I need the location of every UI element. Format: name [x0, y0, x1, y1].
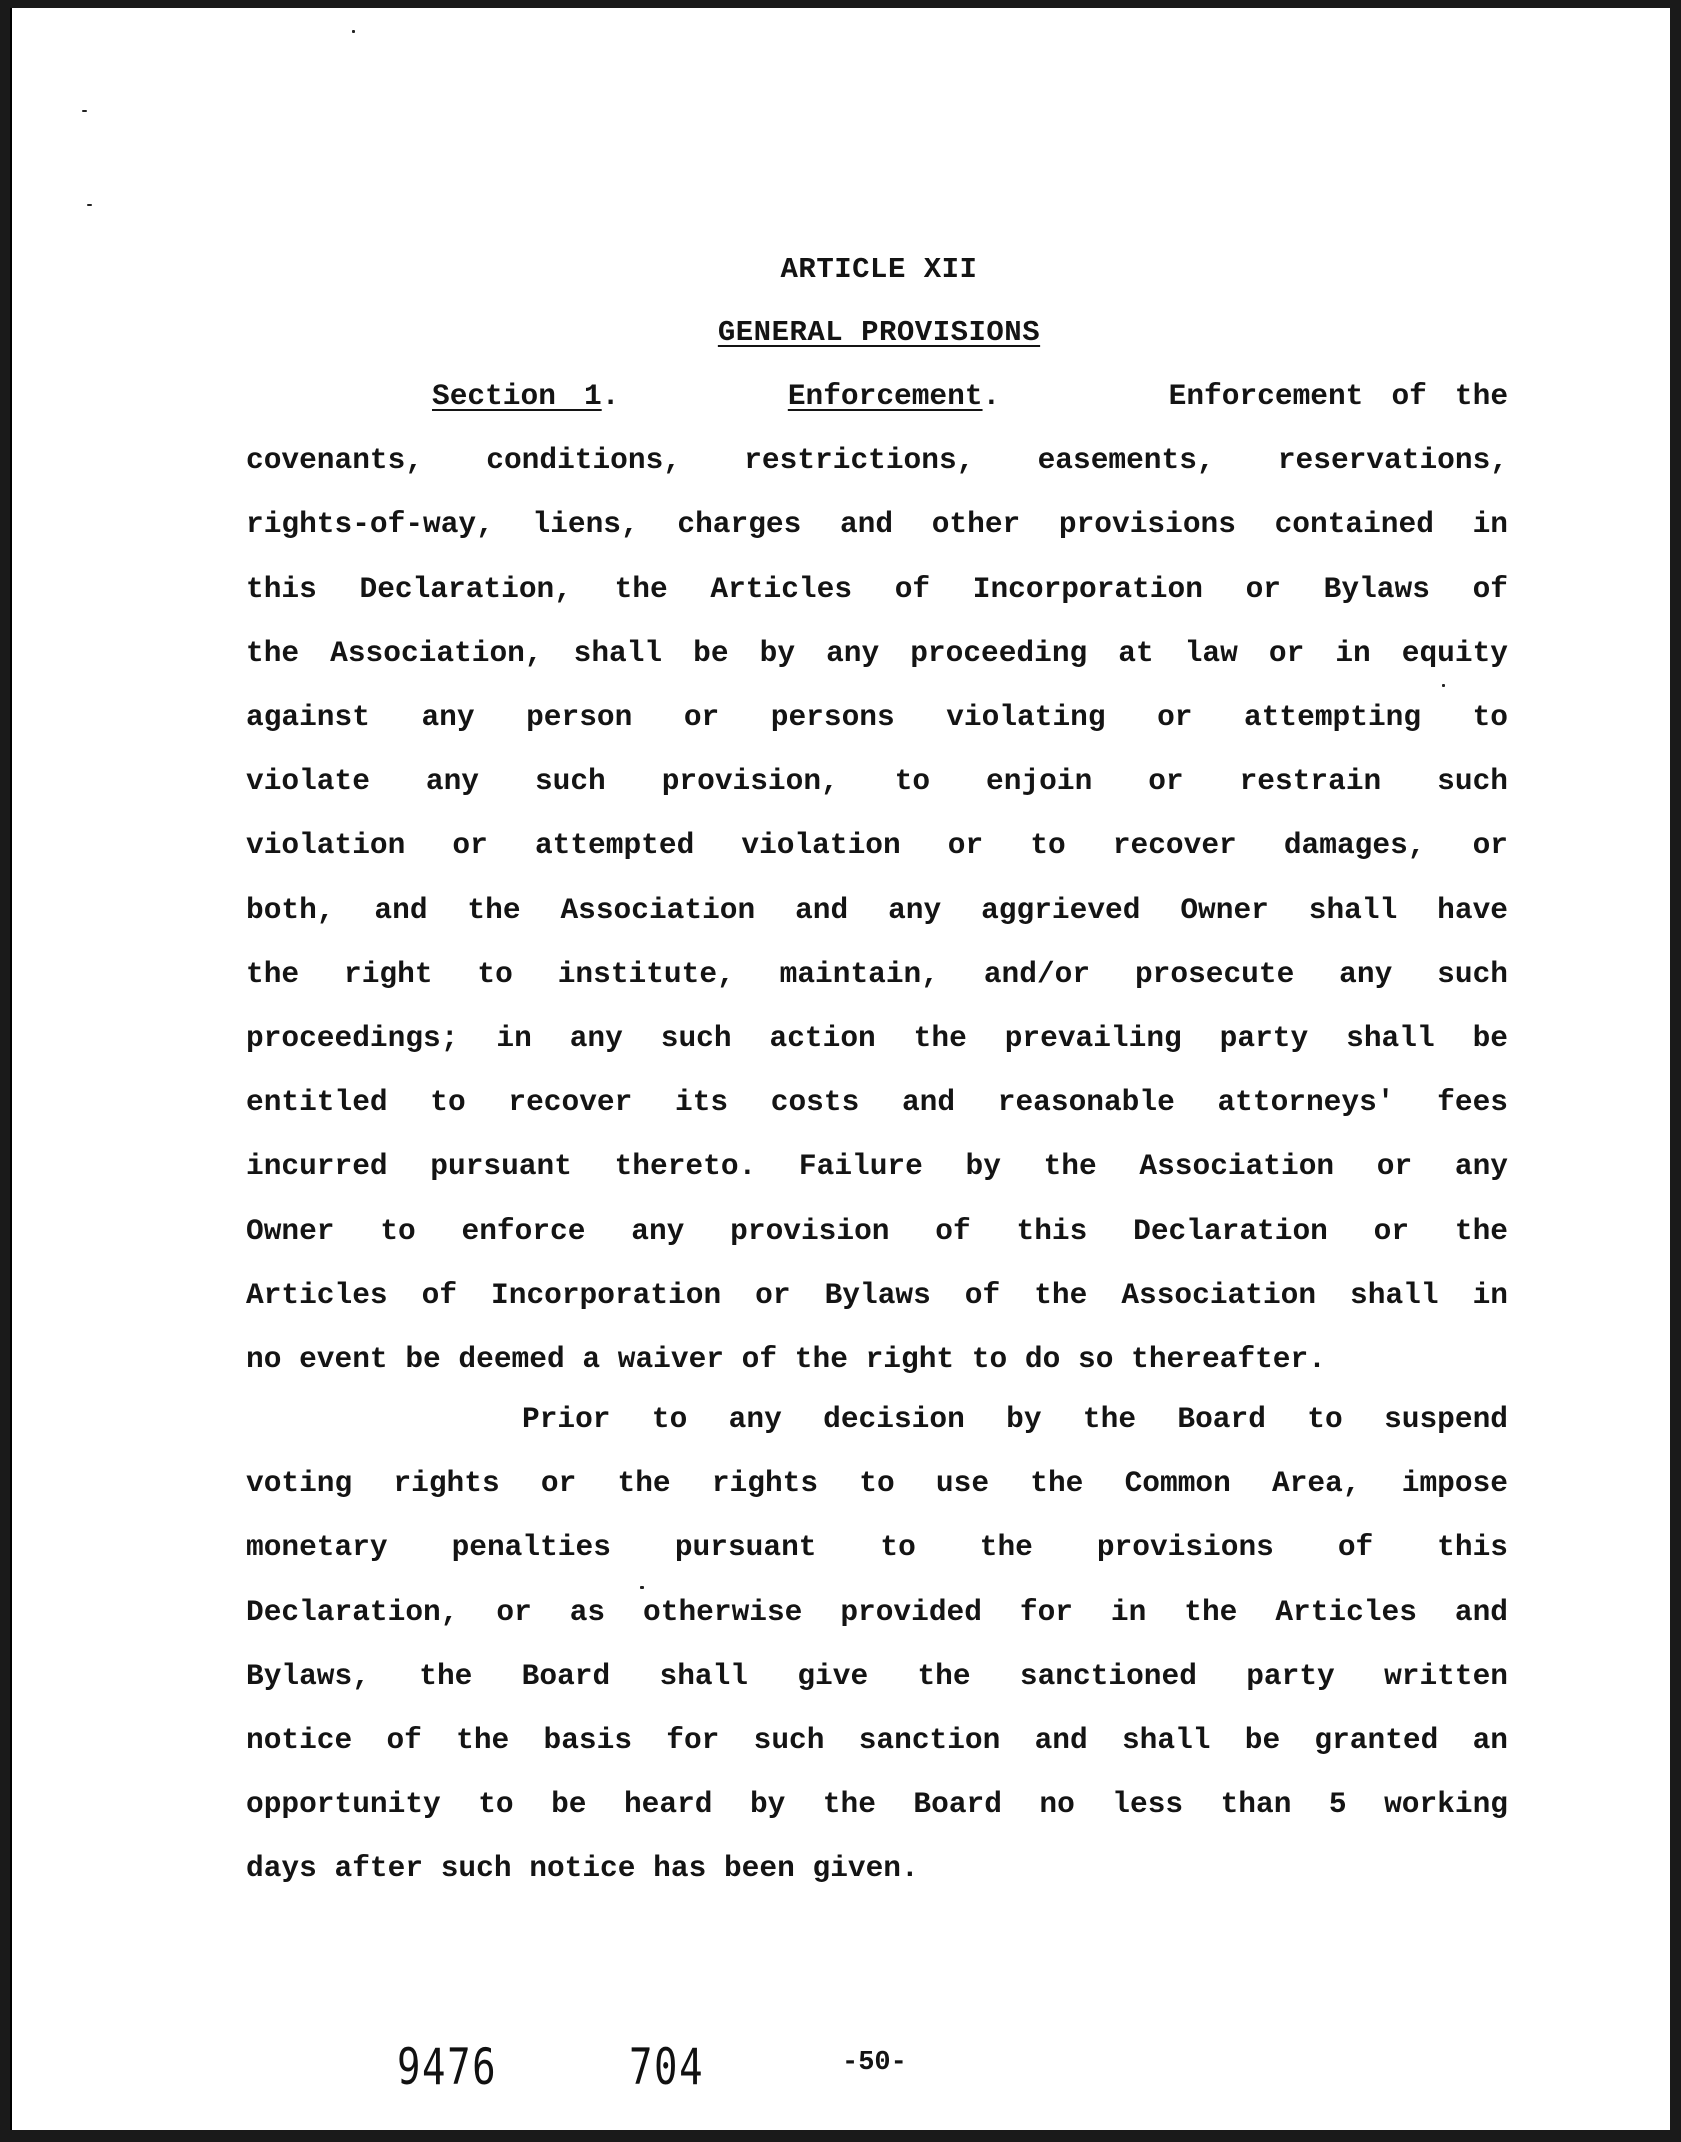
scan-speck: [352, 30, 355, 33]
section-heading-text: GENERAL PROVISIONS: [717, 316, 1041, 349]
section-label: Section 1: [432, 379, 602, 413]
paragraph-line: violate any such provision, to enjoin or restrain such: [246, 764, 1508, 799]
paragraph-line: both, and the Association and any aggrieved Owner shall have: [246, 892, 1508, 927]
paragraph-line: Declaration, or as otherwise provided for in the Articles and: [246, 1594, 1508, 1629]
paragraph-line: monetary penalties pursuant to the provisions of this: [246, 1530, 1508, 1565]
scan-speck: [82, 110, 87, 112]
document-stamp-number: 704: [629, 2038, 705, 2096]
scan-speck: [640, 1586, 644, 1589]
paragraph-line: Bylaws, the Board shall give the sanctioned party written: [246, 1658, 1508, 1693]
section-title: Enforcement: [787, 379, 983, 413]
document-page: [10, 8, 1670, 2130]
paragraph-line: opportunity to be heard by the Board no less than 5 working: [246, 1787, 1508, 1822]
article-title: ARTICLE XII: [780, 253, 978, 286]
paragraph-line: incurred pursuant thereto. Failure by the Association or any: [246, 1149, 1508, 1184]
paragraph-line: Section 1. Enforcement. Enforcement of the: [432, 379, 1509, 413]
paragraph-line: violation or attempted violation or to recover damages, or: [246, 828, 1508, 863]
scan-speck: [1442, 684, 1445, 687]
paragraph-line: the right to institute, maintain, and/or prosecute any such: [246, 956, 1508, 991]
paragraph-line: notice of the basis for such sanction and shall be granted an: [246, 1723, 1508, 1758]
paragraph-line: rights-of-way, liens, charges and other provisions contained in: [246, 507, 1508, 542]
paragraph-line: Owner to enforce any provision of this Declaration or the: [246, 1213, 1508, 1248]
paragraph-line: Articles of Incorporation or Bylaws of the Association shall in: [246, 1277, 1508, 1312]
paragraph-line: proceedings; in any such action the prevailing party shall be: [246, 1021, 1508, 1056]
paragraph-line: days after such notice has been given.: [246, 1851, 919, 1886]
page-footer: [12, 2038, 1670, 2108]
paragraph-line: Prior to any decision by the Board to suspend: [522, 1402, 1508, 1436]
section-heading: [50, 316, 1681, 349]
paragraph-line: entitled to recover its costs and reasonable attorneys' fees: [246, 1085, 1508, 1120]
paragraph-line: covenants, conditions, restrictions, easements, reservations,: [246, 443, 1508, 478]
page-number: -50-: [842, 2048, 907, 2078]
paragraph-text: Enforcement of the: [1168, 379, 1509, 413]
sanction-notice-paragraph: [246, 1387, 1508, 1901]
enforcement-paragraph: [246, 364, 1508, 1391]
paragraph-line: this Declaration, the Articles of Incorporation or Bylaws of: [246, 571, 1508, 606]
paragraph-line: against any person or persons violating or attempting to: [246, 700, 1508, 735]
scan-speck: [87, 204, 92, 206]
paragraph-line: the Association, shall be by any proceeding at law or in equity: [246, 635, 1508, 670]
paragraph-line: voting rights or the rights to use the Common Area, impose: [246, 1466, 1508, 1501]
paragraph-line: no event be deemed a waiver of the right to do so thereafter.: [246, 1342, 1326, 1377]
document-stamp-number: 9476: [397, 2038, 498, 2096]
